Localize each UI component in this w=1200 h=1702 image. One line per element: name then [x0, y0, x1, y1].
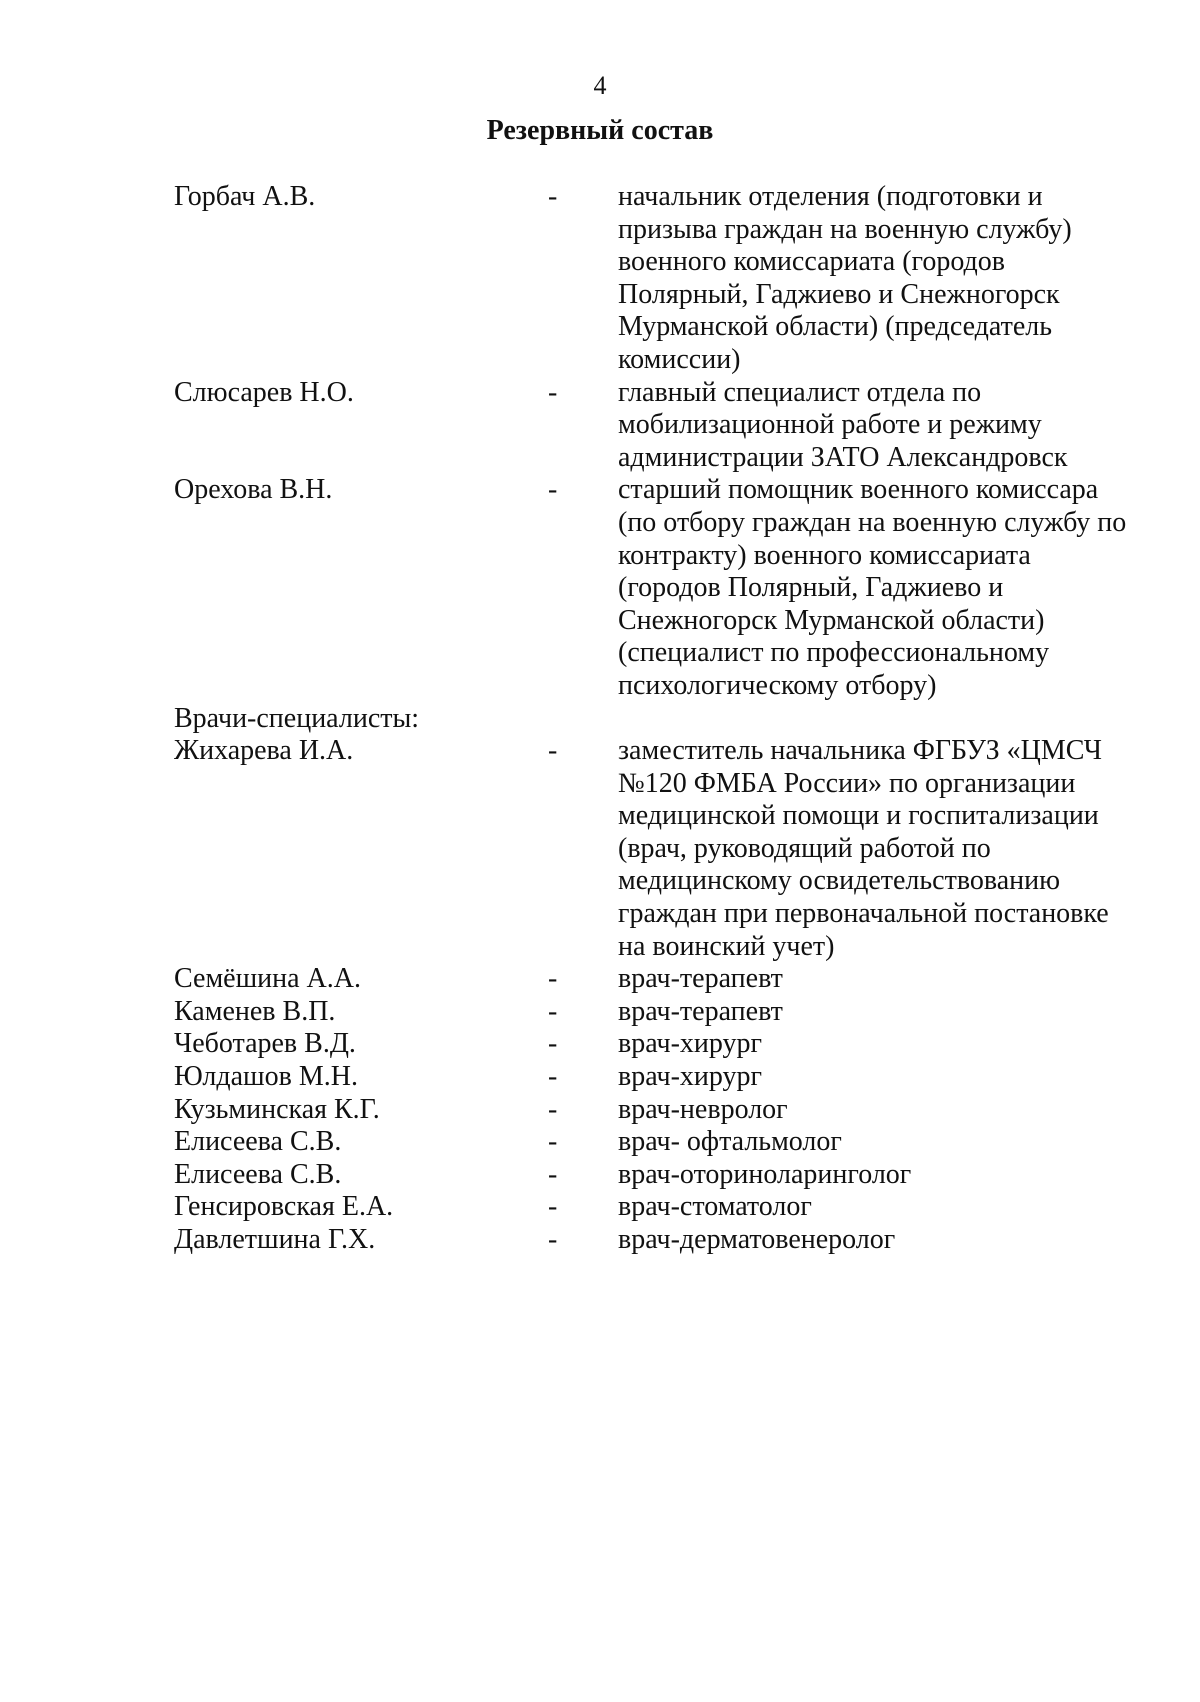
doctor-dash: -: [548, 1158, 558, 1190]
member-name: Горбач А.В.: [174, 181, 316, 212]
member-list: [174, 181, 1154, 1257]
doctor-row: [174, 1224, 1154, 1257]
doctor-row: [174, 1094, 1154, 1127]
doctor-name: Генсировская Е.А.: [174, 1191, 394, 1223]
member-role: главный специалист отдела по мобилизационной работе и режиму администрации ЗАТО Александровск: [618, 376, 1068, 473]
doctor-row: [174, 963, 1154, 996]
doctor-row: [174, 1191, 1154, 1224]
doctor-role: врач-хирург: [618, 1028, 763, 1060]
doctor-name: Кузьминская К.Г.: [174, 1093, 380, 1125]
member-role: старший помощник военного комиссара (по отбору граждан на военную службу по контракту) военного комиссариата (городов Полярный, Гаджиево и Снежногорск Мурманской области) (специалист по профессиональному психологическому отбору): [618, 474, 1127, 701]
doctor-row: [174, 996, 1154, 1029]
doctor-dash: -: [548, 963, 558, 995]
member-row-slyusarev: [174, 377, 1154, 475]
doctor-name: Семёшина А.А.: [174, 963, 361, 995]
doctor-dash: -: [548, 1126, 558, 1158]
doctor-dash: -: [548, 1028, 558, 1060]
member-dash: -: [548, 474, 558, 506]
doctor-name: Давлетшина Г.Х.: [174, 1224, 376, 1255]
doctor-dash: -: [548, 1224, 558, 1255]
doctor-role: врач-невролог: [618, 1093, 788, 1125]
doctor-role: врач-терапевт: [618, 963, 783, 995]
doctor-row: [174, 1061, 1154, 1094]
doctor-dash: -: [548, 1061, 558, 1093]
doctor-role: врач-оториноларинголог: [618, 1158, 912, 1190]
member-row-orekhova: [174, 474, 1154, 702]
section-doctors-label: Врачи-специалисты:: [174, 702, 420, 734]
member-dash: -: [548, 376, 558, 408]
doctor-name: Чеботарев В.Д.: [174, 1028, 356, 1060]
doctor-role: врач- офтальмолог: [618, 1126, 842, 1158]
doctor-row: [174, 1159, 1154, 1192]
doctor-name: Каменев В.П.: [174, 995, 336, 1027]
doctor-row: [174, 1126, 1154, 1159]
doctor-name: Жихарева И.А.: [174, 735, 354, 767]
doctor-dash: -: [548, 995, 558, 1027]
doctor-dash: -: [548, 1191, 558, 1223]
doctor-role: врач-стоматолог: [618, 1191, 812, 1223]
page-number: 4: [593, 71, 607, 100]
doctor-name: Елисеева С.В.: [174, 1158, 342, 1190]
doctor-dash: -: [548, 735, 558, 767]
doctor-role: заместитель начальника ФГБУЗ «ЦМСЧ №120 ФМБА России» по организации медицинской помощи и госпитализации (врач, руководящий работой по медицинскому освидетельствованию граждан при первоначальной постановке на воинский учет): [618, 735, 1109, 962]
member-dash: -: [548, 181, 558, 212]
member-name: Орехова В.Н.: [174, 474, 333, 506]
doctor-name: Юлдашов М.Н.: [174, 1061, 358, 1093]
member-name: Слюсарев Н.О.: [174, 376, 354, 408]
doctor-name: Елисеева С.В.: [174, 1126, 342, 1158]
doctor-row: [174, 1028, 1154, 1061]
doctor-row: [174, 735, 1154, 963]
doctor-role: врач-терапевт: [618, 995, 783, 1027]
doctor-role: врач-хирург: [618, 1061, 763, 1093]
doctor-role: врач-дерматовенеролог: [618, 1224, 896, 1255]
page-title: Резервный состав: [486, 115, 714, 146]
member-role: начальник отделения (подготовки и призыва граждан на военную службу) военного комиссариата (городов Полярный, Гаджиево и Снежногорск Мурманской области) (председатель комиссии): [618, 181, 1072, 375]
member-row-gorbach: [174, 181, 1154, 377]
doctor-dash: -: [548, 1093, 558, 1125]
